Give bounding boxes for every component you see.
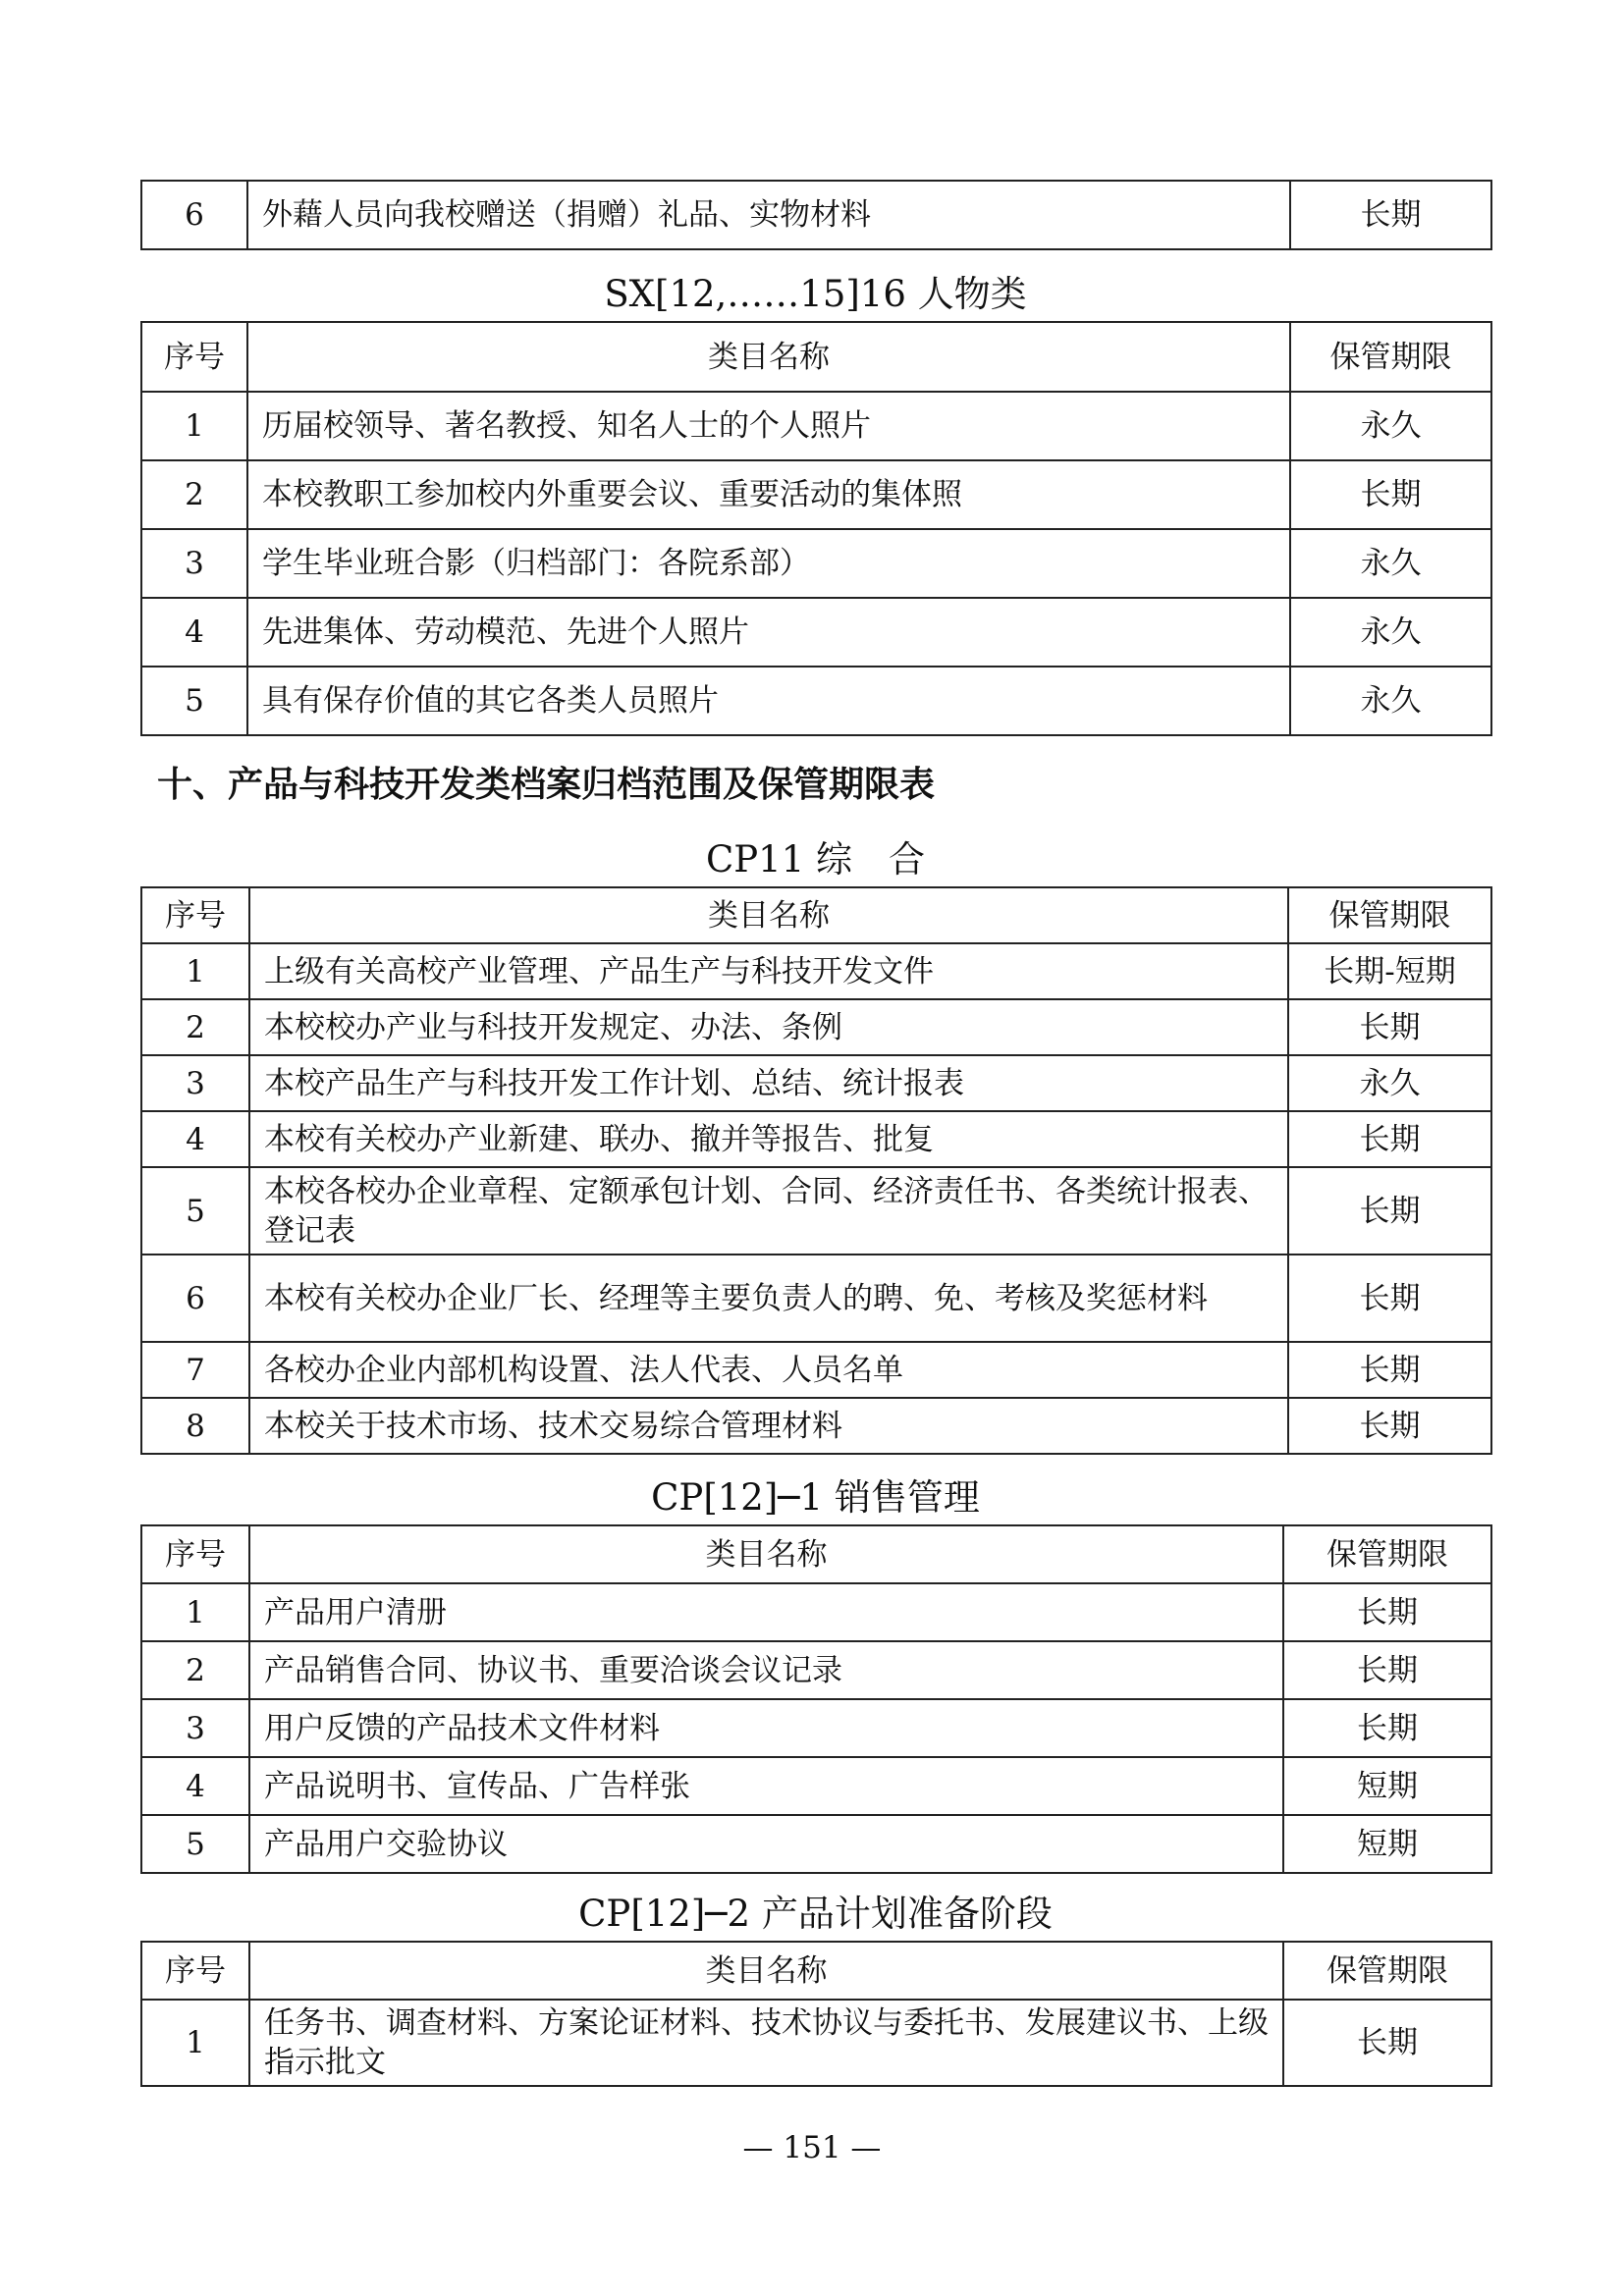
retention-period: 长期 <box>1290 181 1491 249</box>
category-name: 任务书、调查材料、方案论证材料、技术协议与委托书、发展建议书、上级指示批文 <box>249 2000 1283 2086</box>
table-row <box>141 1055 1491 1111</box>
category-name: 各校办企业内部机构设置、法人代表、人员名单 <box>249 1342 1288 1398</box>
category-name: 产品用户清册 <box>249 1583 1283 1641</box>
row-number: 7 <box>141 1342 249 1398</box>
row-number: 2 <box>141 1641 249 1699</box>
header-period: 保管期限 <box>1283 1525 1491 1583</box>
row-number: 1 <box>141 943 249 999</box>
continued-table <box>140 180 1492 250</box>
retention-period: 短期 <box>1283 1757 1491 1815</box>
header-name: 类目名称 <box>249 1942 1283 2000</box>
header-num: 序号 <box>141 1525 249 1583</box>
sx-table <box>140 321 1492 736</box>
category-name: 本校各校办企业章程、定额承包计划、合同、经济责任书、各类统计报表、登记表 <box>249 1167 1288 1255</box>
table-row <box>141 1757 1491 1815</box>
row-number: 4 <box>141 1757 249 1815</box>
category-name: 学生毕业班合影（归档部门：各院系部） <box>247 529 1290 598</box>
row-number: 5 <box>141 667 247 735</box>
header-period: 保管期限 <box>1288 887 1491 943</box>
table-row <box>141 529 1491 598</box>
category-name: 本校产品生产与科技开发工作计划、总结、统计报表 <box>249 1055 1288 1111</box>
retention-period: 长期 <box>1288 1255 1491 1342</box>
table-row <box>141 598 1491 667</box>
table-row <box>141 1255 1491 1342</box>
retention-period: 永久 <box>1290 392 1491 460</box>
category-name: 具有保存价值的其它各类人员照片 <box>247 667 1290 735</box>
section-title: 十、产品与科技开发类档案归档范围及保管期限表 <box>157 765 936 805</box>
category-name: 产品销售合同、协议书、重要洽谈会议记录 <box>249 1641 1283 1699</box>
header-period: 保管期限 <box>1283 1942 1491 2000</box>
table-row <box>141 999 1491 1055</box>
table-row <box>141 1342 1491 1398</box>
table-row <box>141 2000 1491 2086</box>
retention-period: 永久 <box>1290 667 1491 735</box>
retention-period: 长期 <box>1283 1641 1491 1699</box>
table-header-row <box>141 1942 1491 2000</box>
category-name: 先进集体、劳动模范、先进个人照片 <box>247 598 1290 667</box>
retention-period: 长期 <box>1288 1342 1491 1398</box>
retention-period: 长期 <box>1288 1398 1491 1454</box>
retention-period: 长期-短期 <box>1288 943 1491 999</box>
row-number: 1 <box>141 1583 249 1641</box>
row-number: 5 <box>141 1815 249 1873</box>
retention-period: 长期 <box>1288 999 1491 1055</box>
header-period: 保管期限 <box>1290 322 1491 392</box>
table-caption-sx: SX[12,……15]16 人物类 <box>604 273 1027 315</box>
row-number: 8 <box>141 1398 249 1454</box>
cp12-2-table <box>140 1941 1492 2087</box>
category-name: 产品用户交验协议 <box>249 1815 1283 1873</box>
page-number: — 151 — <box>742 2130 882 2165</box>
table-caption-cp11: CP11 综 合 <box>705 838 926 881</box>
header-num: 序号 <box>141 887 249 943</box>
retention-period: 长期 <box>1283 2000 1491 2086</box>
row-number: 6 <box>141 181 247 249</box>
row-number: 5 <box>141 1167 249 1255</box>
retention-period: 长期 <box>1288 1111 1491 1167</box>
row-number: 4 <box>141 1111 249 1167</box>
row-number: 3 <box>141 1055 249 1111</box>
category-name: 本校教职工参加校内外重要会议、重要活动的集体照 <box>247 460 1290 529</box>
table-row <box>141 392 1491 460</box>
retention-period: 短期 <box>1283 1815 1491 1873</box>
table-header-row <box>141 1525 1491 1583</box>
category-name: 本校有关校办产业新建、联办、撤并等报告、批复 <box>249 1111 1288 1167</box>
retention-period: 永久 <box>1288 1055 1491 1111</box>
retention-period: 永久 <box>1290 529 1491 598</box>
row-number: 1 <box>141 2000 249 2086</box>
category-name: 本校校办产业与科技开发规定、办法、条例 <box>249 999 1288 1055</box>
header-num: 序号 <box>141 1942 249 2000</box>
retention-period: 长期 <box>1290 460 1491 529</box>
retention-period: 长期 <box>1288 1167 1491 1255</box>
row-number: 4 <box>141 598 247 667</box>
category-name: 本校有关校办企业厂长、经理等主要负责人的聘、免、考核及奖惩材料 <box>249 1255 1288 1342</box>
table-header-row <box>141 887 1491 943</box>
category-name: 上级有关高校产业管理、产品生产与科技开发文件 <box>249 943 1288 999</box>
table-caption-cp12-2: CP[12]─2 产品计划准备阶段 <box>578 1893 1053 1935</box>
table-row <box>141 667 1491 735</box>
header-name: 类目名称 <box>249 887 1288 943</box>
header-name: 类目名称 <box>249 1525 1283 1583</box>
row-number: 3 <box>141 529 247 598</box>
row-number: 1 <box>141 392 247 460</box>
category-name: 本校关于技术市场、技术交易综合管理材料 <box>249 1398 1288 1454</box>
table-row <box>141 181 1491 249</box>
table-caption-cp12-1: CP[12]─1 销售管理 <box>651 1476 980 1519</box>
table-row <box>141 943 1491 999</box>
category-name: 外藉人员向我校赠送（捐赠）礼品、实物材料 <box>247 181 1290 249</box>
header-num: 序号 <box>141 322 247 392</box>
table-row <box>141 1398 1491 1454</box>
row-number: 3 <box>141 1699 249 1757</box>
table-row <box>141 1815 1491 1873</box>
table-row <box>141 1111 1491 1167</box>
cp11-table <box>140 886 1492 1455</box>
row-number: 2 <box>141 999 249 1055</box>
retention-period: 长期 <box>1283 1699 1491 1757</box>
table-row <box>141 1167 1491 1255</box>
category-name: 产品说明书、宣传品、广告样张 <box>249 1757 1283 1815</box>
table-row <box>141 1699 1491 1757</box>
retention-period: 长期 <box>1283 1583 1491 1641</box>
row-number: 6 <box>141 1255 249 1342</box>
row-number: 2 <box>141 460 247 529</box>
category-name: 用户反馈的产品技术文件材料 <box>249 1699 1283 1757</box>
retention-period: 永久 <box>1290 598 1491 667</box>
header-name: 类目名称 <box>247 322 1290 392</box>
category-name: 历届校领导、著名教授、知名人士的个人照片 <box>247 392 1290 460</box>
table-row <box>141 1583 1491 1641</box>
table-row <box>141 1641 1491 1699</box>
table-row <box>141 460 1491 529</box>
cp12-1-table <box>140 1524 1492 1874</box>
table-header-row <box>141 322 1491 392</box>
